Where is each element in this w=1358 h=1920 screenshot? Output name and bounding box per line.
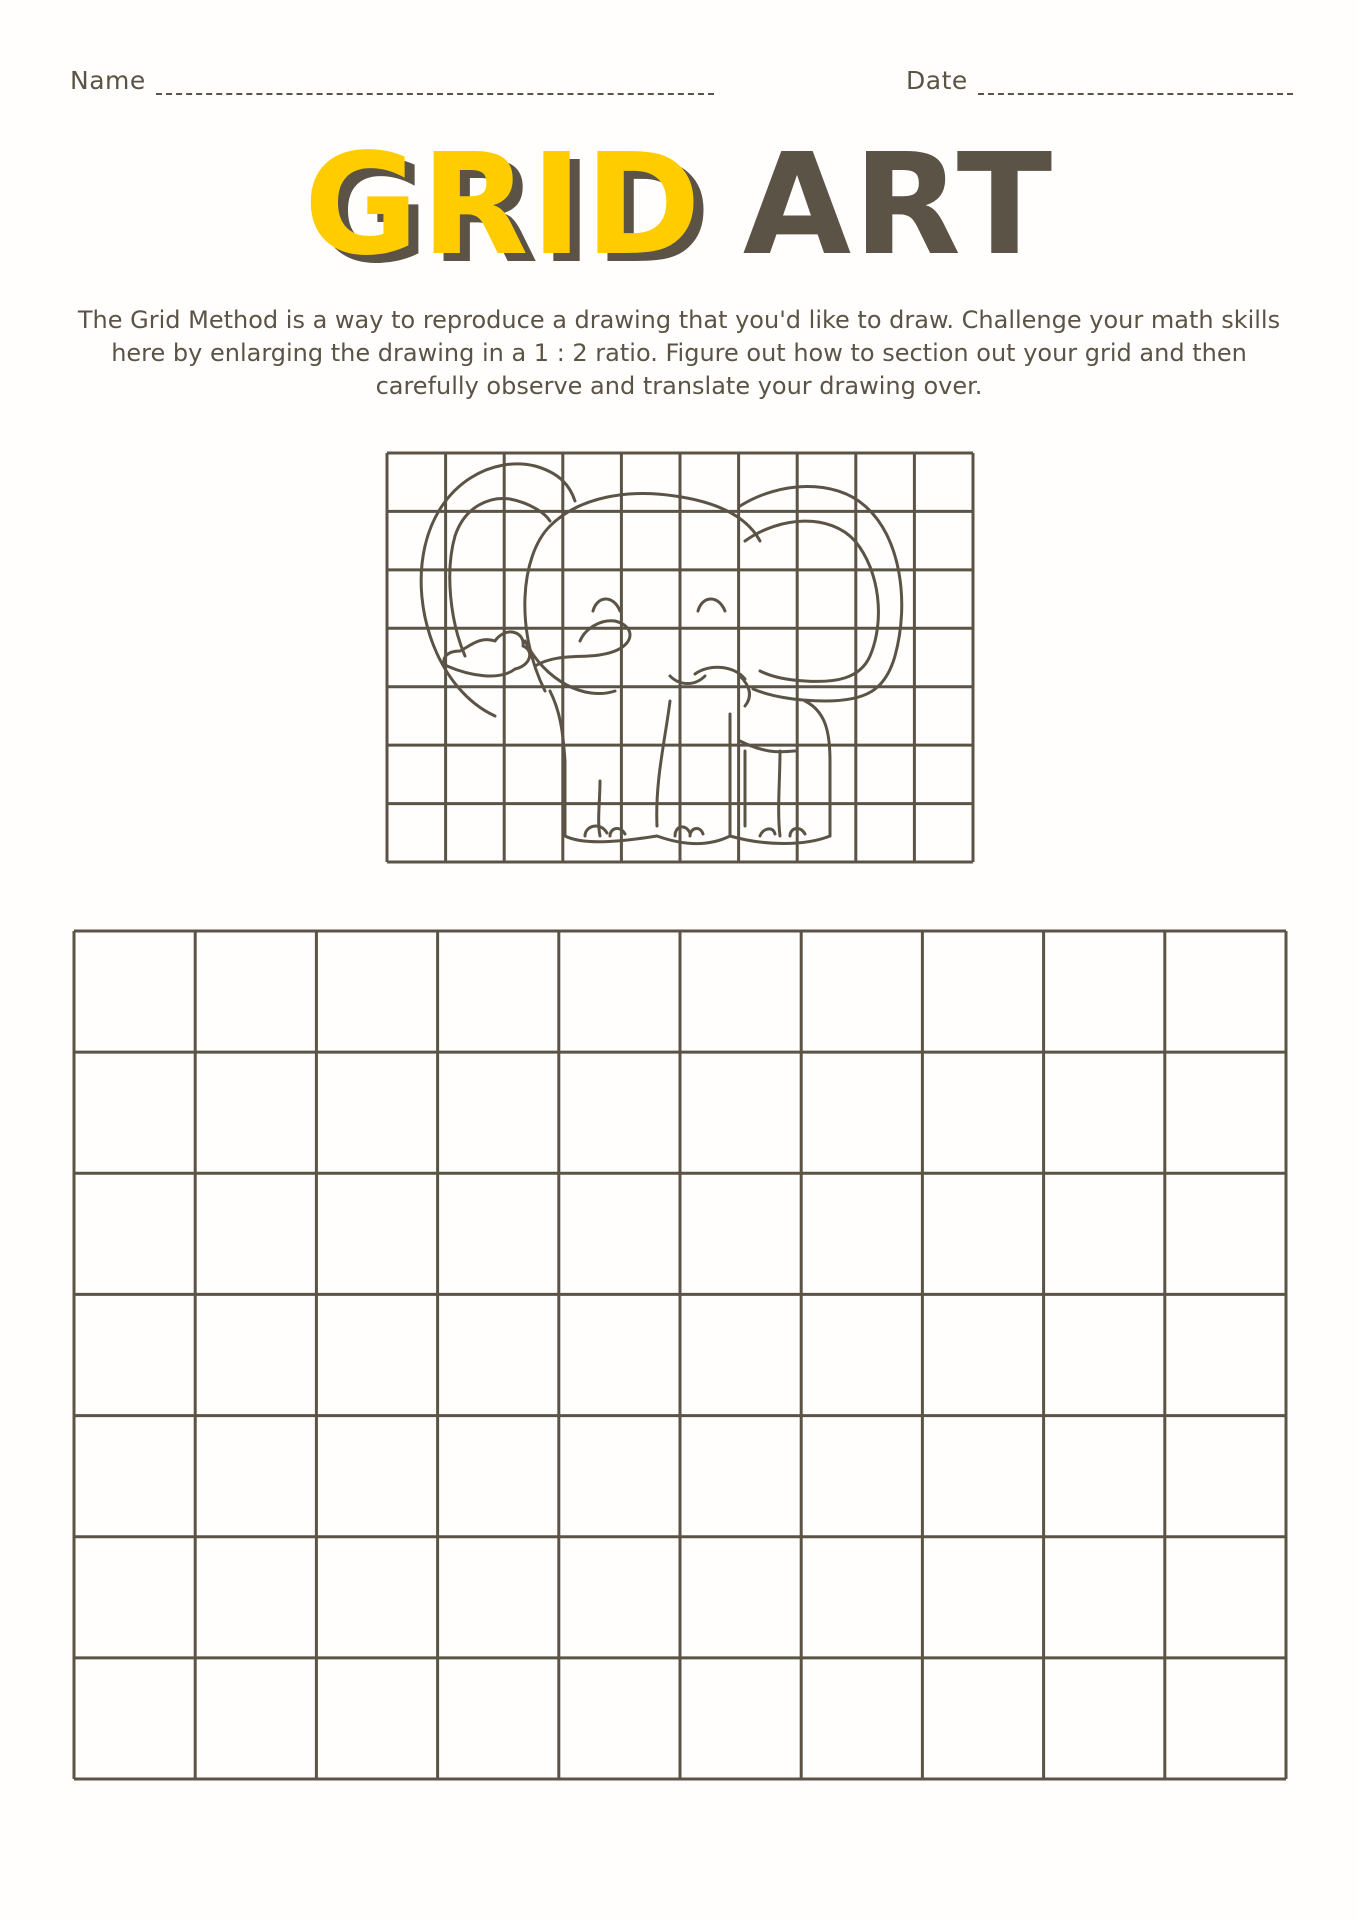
elephant-mouth bbox=[670, 676, 705, 684]
reference-grid-lines bbox=[387, 453, 973, 862]
name-label: Name bbox=[70, 66, 146, 95]
date-blank-line[interactable] bbox=[978, 71, 1293, 95]
elephant-left-eye bbox=[593, 599, 620, 611]
drawing-grid-lines bbox=[74, 931, 1286, 1779]
elephant-right-eye bbox=[698, 599, 725, 611]
name-field[interactable] bbox=[70, 66, 714, 95]
elephant-drawing bbox=[421, 464, 902, 844]
date-field[interactable] bbox=[906, 66, 1293, 95]
date-label: Date bbox=[906, 66, 968, 95]
reference-grid bbox=[385, 451, 975, 864]
instructions-paragraph: The Grid Method is a way to reproduce a drawing that you'd like to draw. Challenge your math skills here by enlarging the drawing in a 1 : 2 ratio. Figure out how to section out your grid and then carefully observe and translate your drawing over. bbox=[77, 306, 1281, 400]
elephant-right-ear-inner bbox=[745, 521, 878, 681]
title-word-art: ART bbox=[742, 124, 1055, 287]
elephant-left-ear-inner bbox=[450, 498, 550, 656]
title-word-grid: GRID bbox=[303, 124, 703, 287]
page-title bbox=[0, 126, 1358, 286]
drawing-grid[interactable] bbox=[72, 929, 1288, 1781]
name-blank-line[interactable] bbox=[156, 71, 714, 95]
elephant-head bbox=[525, 494, 760, 691]
